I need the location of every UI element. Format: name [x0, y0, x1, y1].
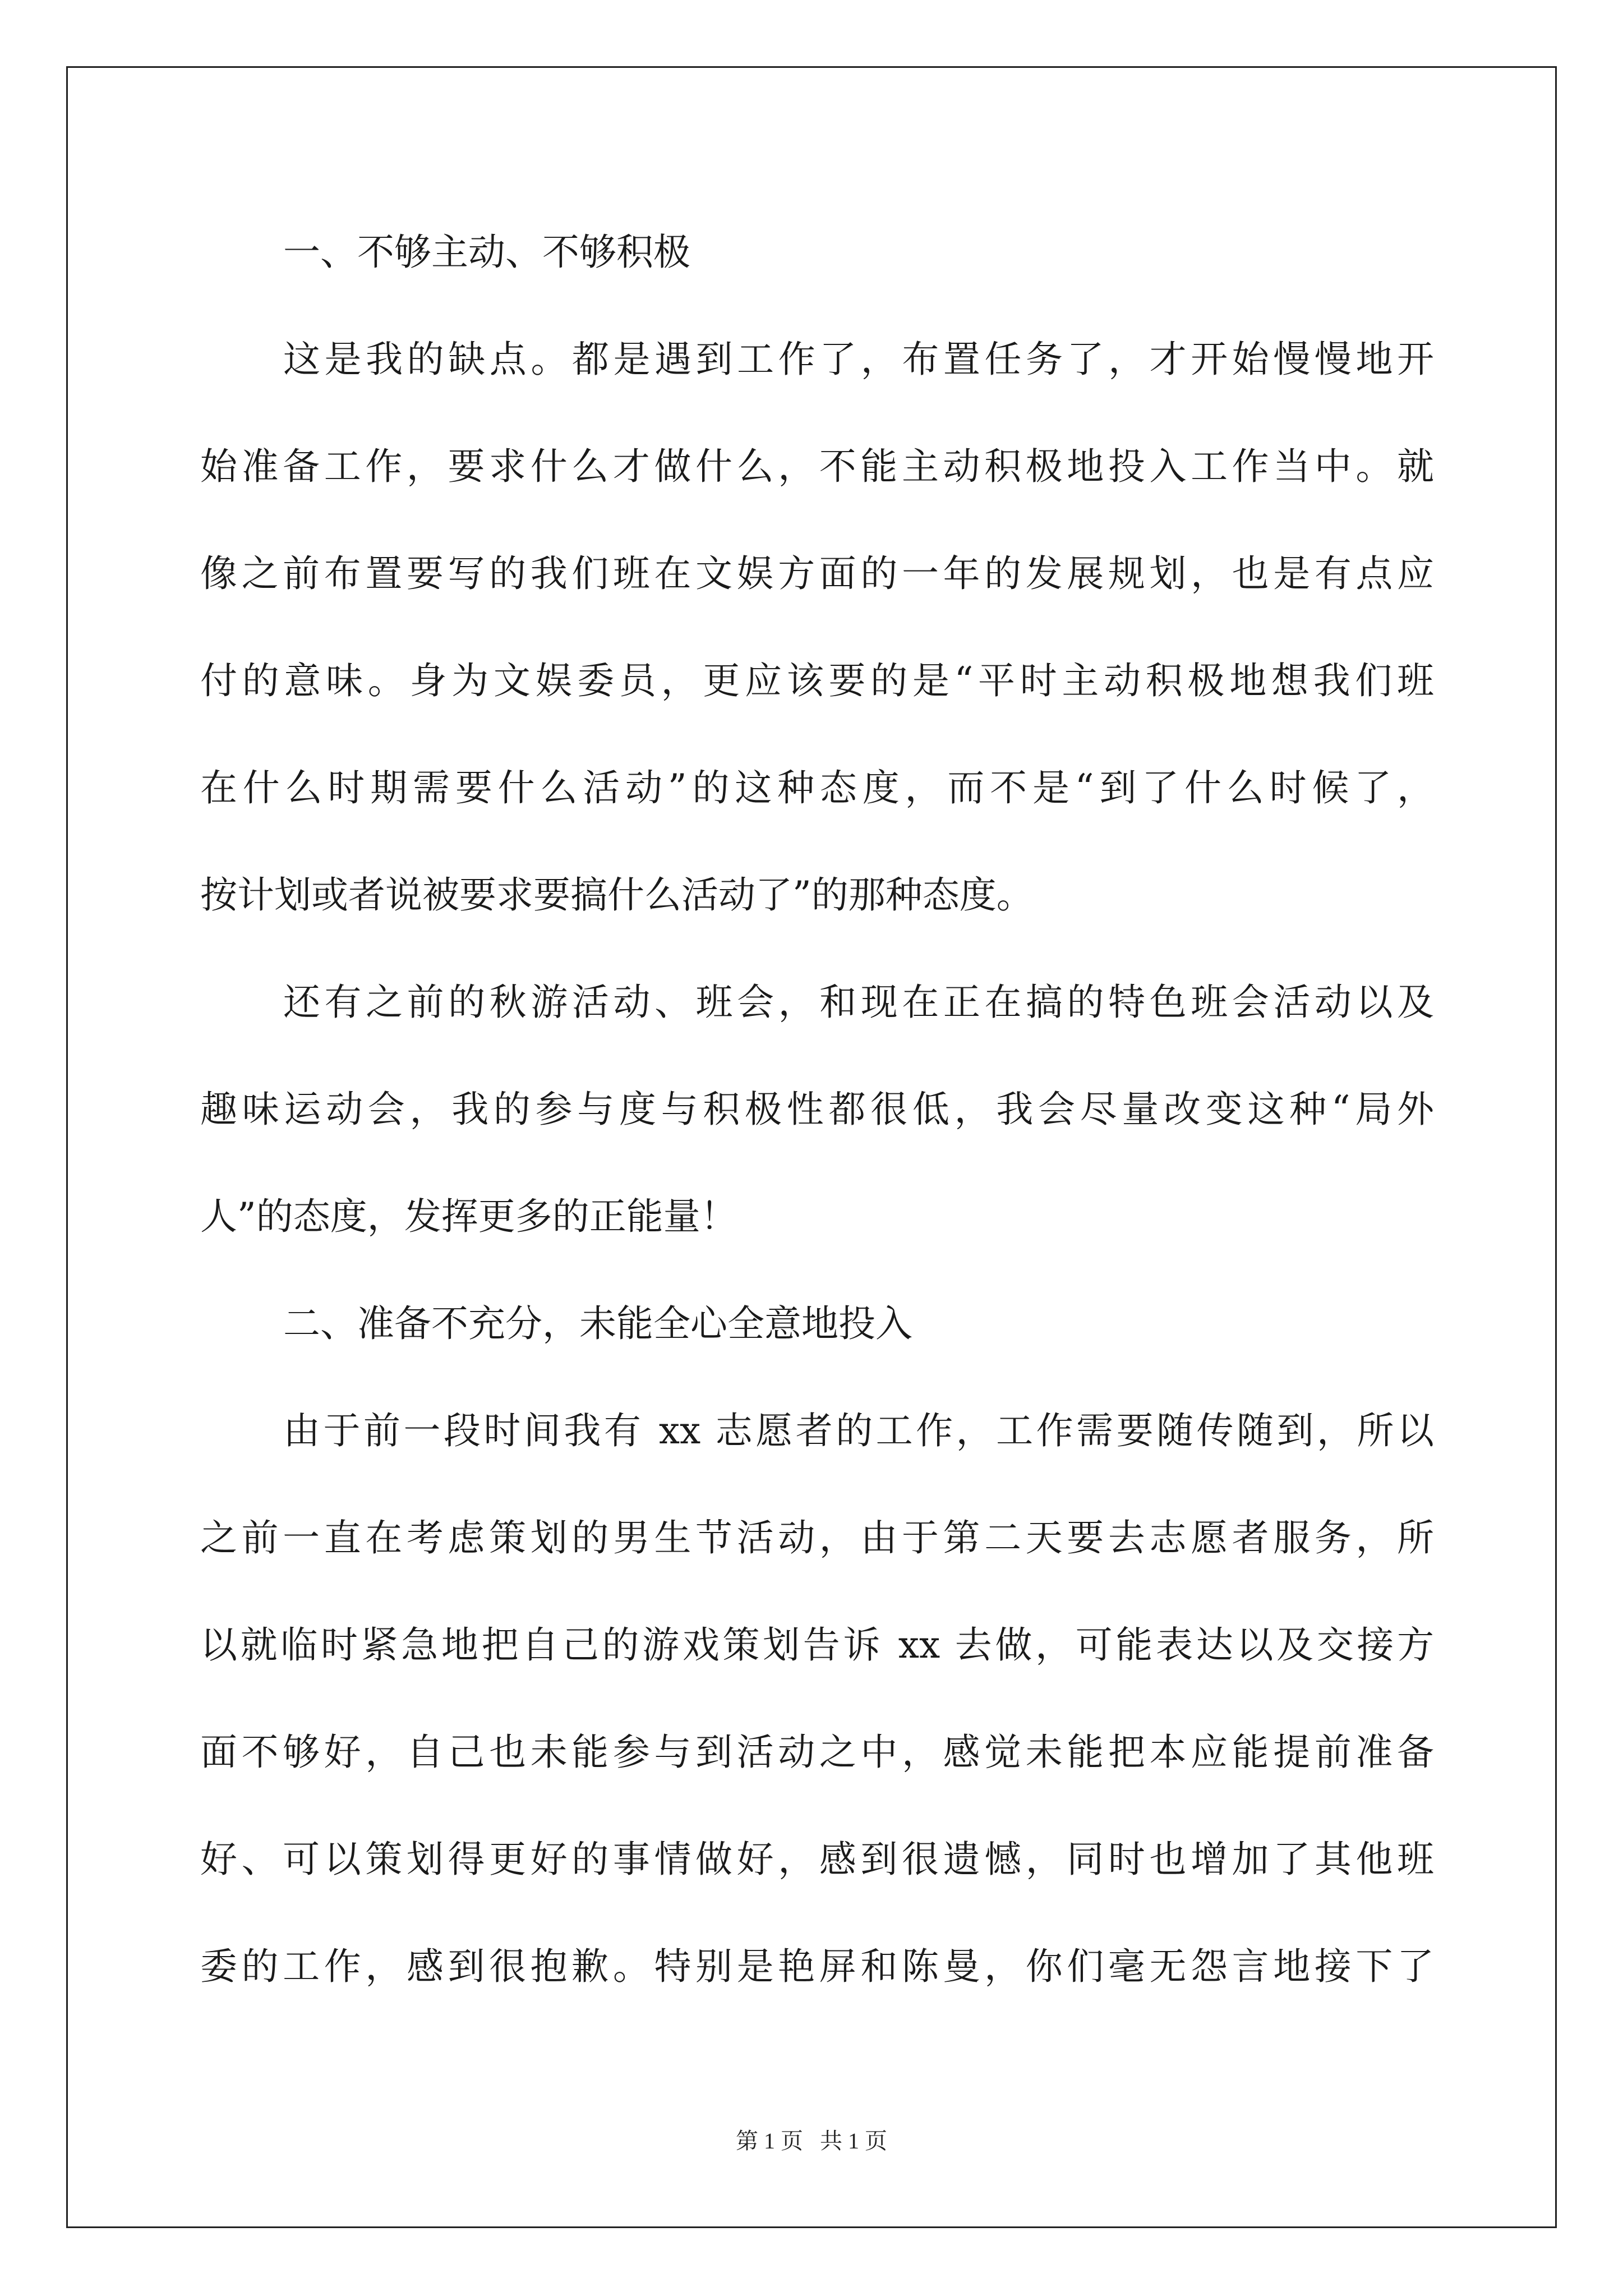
paragraph-line: 在什么时期需要什么活动”的这种态度，而不是“到了什么时候了， [200, 766, 1434, 809]
paragraph-line: 按计划或者说被要求要搞什么活动了”的那种态度。 [200, 873, 1034, 917]
paragraph-line: 委的工作，感到很抱歉。特别是艳屏和陈曼，你们毫无怨言地接下了 [200, 1945, 1434, 1988]
page-number: 第 1 页 [736, 2128, 803, 2154]
paragraph-line: 像之前布置要写的我们班在文娱方面的一年的发展规划，也是有点应 [200, 552, 1434, 595]
paragraph-line: 始准备工作，要求什么才做什么，不能主动积极地投入工作当中。就 [200, 445, 1434, 488]
page-total: 共 1 页 [820, 2128, 887, 2154]
paragraph-line: 还有之前的秋游活动、班会，和现在正在搞的特色班会活动以及 [283, 981, 1434, 1024]
paragraph-line: 人”的态度，发挥更多的正能量！ [200, 1195, 737, 1238]
paragraph-line: 面不够好，自己也未能参与到活动之中，感觉未能把本应能提前准备 [200, 1731, 1434, 1774]
heading-section-2: 二、准备不充分，未能全心全意地投入 [283, 1302, 912, 1345]
paragraph-line: 这是我的缺点。都是遇到工作了，布置任务了，才开始慢慢地开 [283, 338, 1434, 381]
paragraph-line: 之前一直在考虑策划的男生节活动，由于第二天要去志愿者服务，所 [200, 1516, 1434, 1559]
heading-section-1: 一、不够主动、不够积极 [283, 231, 690, 274]
paragraph-line: 由于前一段时间我有 xx 志愿者的工作，工作需要随传随到，所以 [283, 1409, 1434, 1452]
paragraph-line: 好、可以策划得更好的事情做好，感到很遗憾，同时也增加了其他班 [200, 1838, 1434, 1881]
document-body [200, 219, 1434, 2040]
page-footer [0, 2123, 1623, 2155]
paragraph-line: 以就临时紧急地把自己的游戏策划告诉 xx 去做，可能表达以及交接方 [200, 1623, 1434, 1667]
paragraph-line: 付的意味。身为文娱委员，更应该要的是“平时主动积极地想我们班 [200, 659, 1434, 702]
paragraph-line: 趣味运动会，我的参与度与积极性都很低，我会尽量改变这种“局外 [200, 1088, 1434, 1131]
